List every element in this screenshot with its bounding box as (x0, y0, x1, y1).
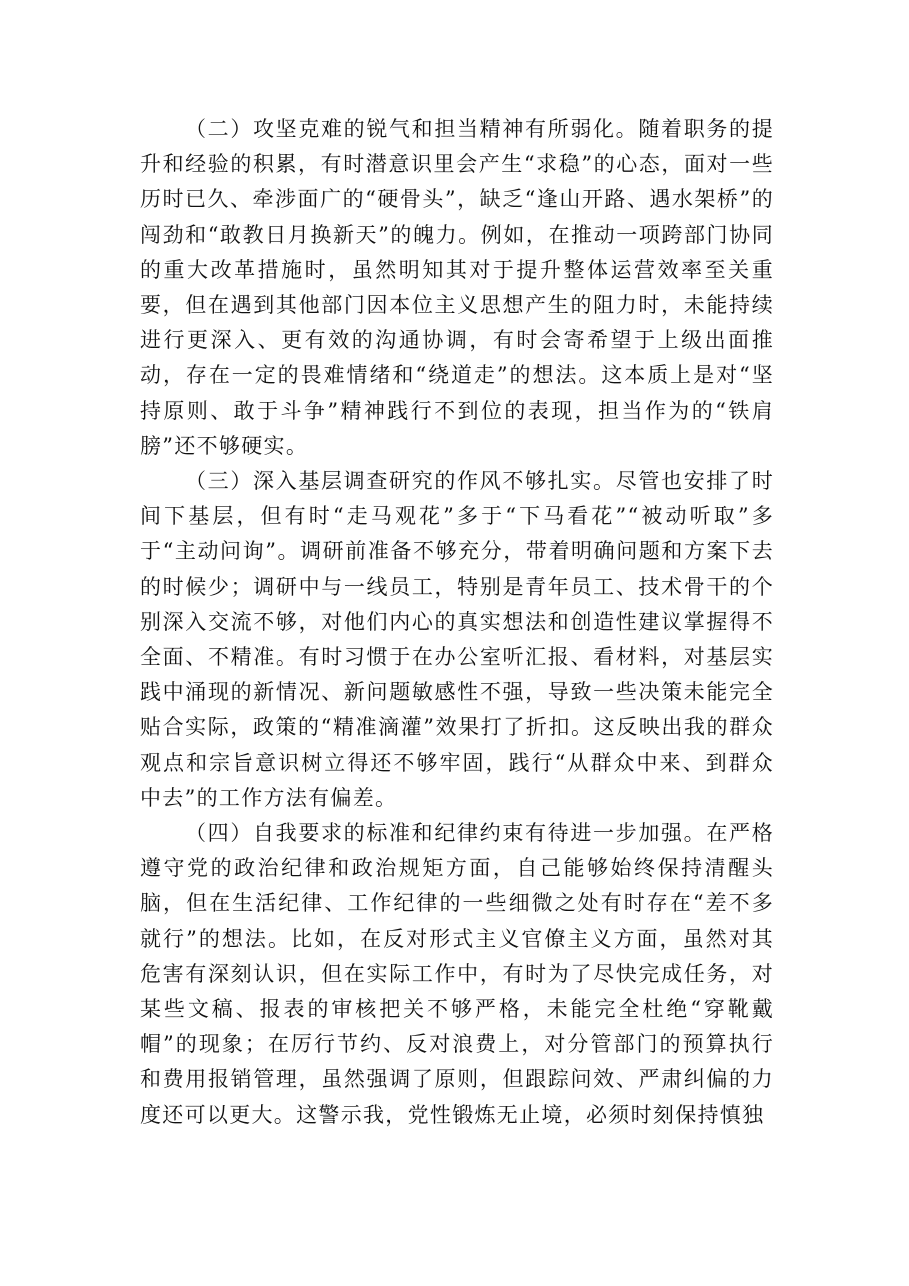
paragraph-weakened-resolve (140, 112, 774, 464)
paragraph-text: 尽管也安排了时间下基层，但有时“走马观花”多于“下马看花”“被动听取”多于“主动问询”。调研前准备不够充分，带着明确问题和方案下去的时候少；调研中与一线员工，特别是青年员工、技术骨干的个别深入交流不够，对他们内心的真实想法和创造性建议掌握得不全面、不精准。有时习惯于在办公室听汇报、看材料，对基层实践中涌现的新情况、新问题敏感性不强，导致一些决策未能完全贴合实际，政策的“精准滴灌”效果打了折扣。这反映出我的群众观点和宗旨意识树立得还不够牢固，践行“从群众中来、到群众中去”的工作方法有偏差。 (140, 469, 774, 810)
paragraph-text: 随着职务的提升和经验的积累，有时潜意识里会产生“求稳”的心态，面对一些历时已久、牵涉面广的“硬骨头”，缺乏“逢山开路、遇水架桥”的闯劲和“敢教日月换新天”的魄力。例如，在推动一项跨部门协同的重大改革措施时，虽然明知其对于提升整体运营效率至关重要，但在遇到其他部门因本位主义思想产生的阻力时，未能持续进行更深入、更有效的沟通协调，有时会寄希望于上级出面推动，存在一定的畏难情绪和“绕道走”的想法。这本质上是对“坚持原则、敢于斗争”精神践行不到位的表现，担当作为的“铁肩膀”还不够硬实。 (140, 117, 774, 458)
paragraph-heading: （二）攻坚克难的锐气和担当精神有所弱化。 (185, 117, 639, 141)
document-body (140, 112, 774, 1133)
paragraph-heading: （四）自我要求的标准和纪律约束有待进一步加强。 (185, 821, 707, 846)
paragraph-heading: （三）深入基层调查研究的作风不够扎实。 (185, 469, 616, 494)
paragraph-text: 在严格遵守党的政治纪律和政治规矩方面，自己能够始终保持清醒头脑，但在生活纪律、工作纪律的一些细微之处有时存在“差不多就行”的想法。比如，在反对形式主义官僚主义方面，虽然对其危害有深刻认识，但在实际工作中，有时为了尽快完成任务，对某些文稿、报表的审核把关不够严格，未能完全杜绝“穿靴戴帽”的现象；在厉行节约、反对浪费上，对分管部门的预算执行和费用报销管理，虽然强调了原则，但跟踪问效、严肃纠偏的力度还可以更大。这警示我，党性锻炼无止境，必须时刻保持慎独 (140, 821, 774, 1127)
paragraph-self-discipline (140, 816, 774, 1133)
paragraph-grassroots-research (140, 464, 774, 816)
